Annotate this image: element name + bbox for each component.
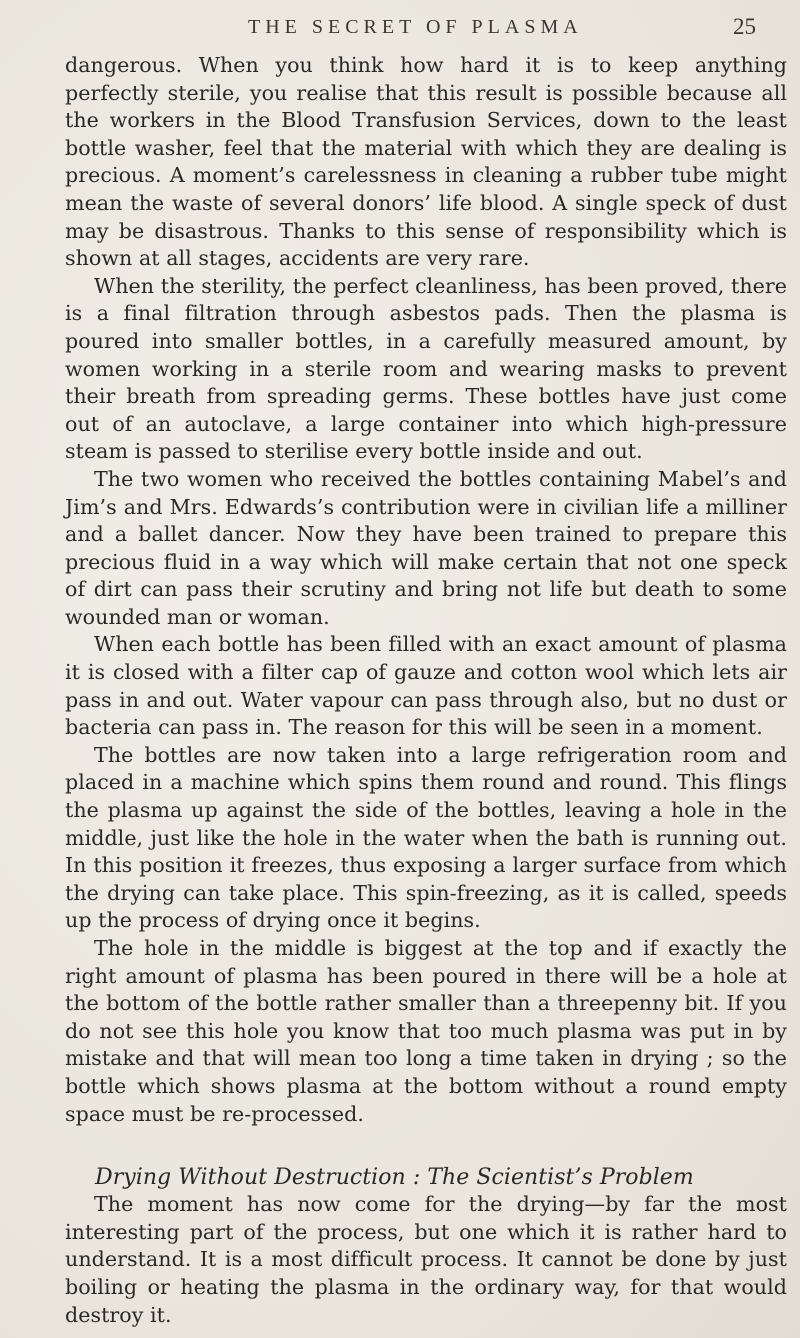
- paragraph-sterility: When the sterility, the perfect cleanliness, has been proved, there is a final filtration through asbestos pads. Then the plasma is poured into smaller bottles, in a carefully measured amount, by women working in a sterile room and wearing masks to prevent their breath from spreading germs. These bottles have just come out of an autoclave, a large container into which high-pressure steam is passed to sterilise every bottle inside and out.: [65, 273, 787, 464]
- paragraph-two-women: The two women who received the bottles containing Mabel’s and Jim’s and Mrs. Edwards’s contribution were in civilian life a milliner and a ballet dancer. Now they have been trained to prepare this precious fluid in a way which will make certain that not one speck of dirt can pass their scrutiny and bring not life but death to some wounded man or woman.: [65, 466, 787, 629]
- running-head: THE SECRET OF PLASMA: [248, 16, 583, 38]
- paragraph-spin-freezing: The bottles are now taken into a large refrigeration room and placed in a machine which spins them round and round. This flings the plasma up against the side of the bottles, leaving a hole in the middle, just like the hole in the water when the bath is running out. In this position it freezes, thus exposing a larger surface from which the drying can take place. This spin-freezing, as it is called, speeds up the process of drying once it begins.: [65, 742, 787, 933]
- page-number: 25: [733, 14, 756, 39]
- paragraph-continued: dangerous. When you think how hard it is to keep anything perfectly sterile, you realise that this result is possible because all the workers in the Blood Transfusion Services, down to the least bottle washer, feel that the material with which they are dealing is precious. A moment’s carelessness in cleaning a rubber tube might mean the waste of several donors’ life blood. A single speck of dust may be disastrous. Thanks to this sense of responsibility which is shown at all stages, accidents are very rare.: [65, 53, 787, 271]
- body-text: [65, 52, 787, 1329]
- section-heading: Drying Without Destruction : The Scientist’s Problem: [95, 1165, 694, 1191]
- page-header: [58, 8, 770, 44]
- paragraph-filter-cap: When each bottle has been filled with an exact amount of plasma it is closed with a filter cap of gauze and cotton wool which lets air pass in and out. Water vapour can pass through also, but no dust or bacteria can pass in. The reason for this will be seen in a moment.: [65, 632, 787, 740]
- paragraph-hole-in-middle: The hole in the middle is biggest at the top and if exactly the right amount of plasma has been poured in there will be a hole at the bottom of the bottle rather smaller than a threepenny bit. If you do not see this hole you know that too much plasma was put in by mistake and that will mean too long a time taken in drying ; so the bottle which shows plasma at the bottom without a round empty space must be re-processed.: [65, 936, 787, 1126]
- paragraph-drying: The moment has now come for the drying—by far the most interesting part of the process, but one which it is rather hard to understand. It is a most difficult process. It cannot be done by just boiling or heating the plasma in the ordinary way, for that would destroy it.: [65, 1192, 787, 1327]
